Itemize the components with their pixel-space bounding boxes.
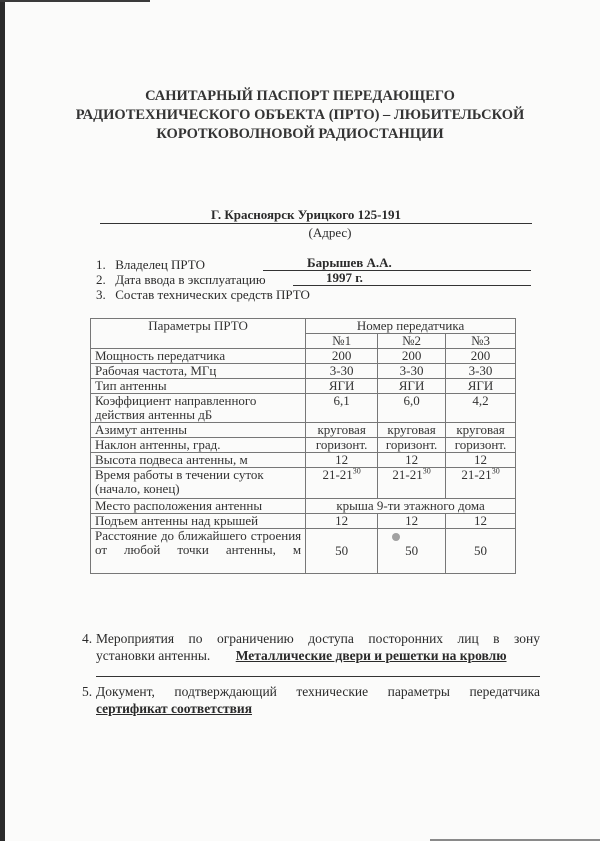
header-col-1: №1 <box>306 334 378 349</box>
scan-edge <box>0 0 150 2</box>
table-row: Наклон антенны, град. горизонт. горизонт. горизонт. <box>91 438 516 453</box>
header-col-2: №2 <box>378 334 446 349</box>
owner-label: Владелец ПРТО <box>115 257 205 272</box>
table-header-row <box>91 319 516 334</box>
item-document: 5. Документ, подтверждающий технические параметры передатчика сертификат соответствия <box>82 684 540 716</box>
merged-location-cell: крыша 9-ти этажного дома <box>306 499 516 514</box>
table-row: Место расположения антенны крыша 9-ти этажного дома <box>91 499 516 514</box>
item-equipment: 3. Состав технических средств ПРТО <box>96 287 310 302</box>
header-col-3: №3 <box>446 334 516 349</box>
item-commission-date: 2. Дата ввода в эксплуатацию <box>96 272 266 287</box>
title-line: РАДИОТЕХНИЧЕСКОГО ОБЪЕКТА (ПРТО) – ЛЮБИТЕЛЬСКОЙ <box>75 107 525 123</box>
blank-line <box>96 676 540 677</box>
table-row: Азимут антенны круговая круговая круговая <box>91 423 516 438</box>
address-field <box>100 207 532 224</box>
address-value: Г. Красноярск Урицкого 125-191 <box>211 207 401 222</box>
table-row: Высота подвеса антенны, м 12 12 12 <box>91 453 516 468</box>
title-line: КОРОТКОВОЛНОВОЙ РАДИОСТАНЦИИ <box>156 126 444 142</box>
table-row: Коэффициент направленного действия антенны дБ 6,1 6,0 4,2 <box>91 394 516 423</box>
table-row: Расстояние до ближайшего строения от любой точки антенны, м 50 50 50 <box>91 529 516 574</box>
header-transmitter-number: Номер передатчика <box>306 319 516 334</box>
commission-date-value: 1997 г. <box>326 270 363 285</box>
document-value: сертификат соответствия <box>96 701 253 716</box>
owner-field <box>263 256 531 271</box>
owner-value: Барышев А.А. <box>307 255 392 270</box>
item-access-measures: 4. Мероприятия по ограничению доступа посторонних лиц в зону установки антенны. Металлические двери и решетки на кровлю <box>82 631 540 663</box>
document-title <box>0 87 600 144</box>
table-row: Тип антенны ЯГИ ЯГИ ЯГИ <box>91 379 516 394</box>
table-row: Рабочая частота, МГц 3-30 3-30 3-30 <box>91 364 516 379</box>
address-caption: (Адрес) <box>308 225 352 240</box>
commission-date-label: Дата ввода в эксплуатацию <box>115 272 266 287</box>
equipment-label: Состав технических средств ПРТО <box>115 287 310 302</box>
item-owner: 1. Владелец ПРТО <box>96 257 205 272</box>
table-row: Мощность передатчика 200 200 200 <box>91 349 516 364</box>
table-row: Время работы в течении суток (начало, конец) $21-21^{30}$ $21-21^{30}$ $21-21^{30}$ <box>91 468 516 499</box>
access-measures-value: Металлические двери и решетки на кровлю <box>235 648 507 663</box>
header-parameters: Параметры ПРТО <box>91 319 306 349</box>
title-line: САНИТАРНЫЙ ПАСПОРТ ПЕРЕДАЮЩЕГО <box>145 88 455 104</box>
table-row: Подъем антенны над крышей 12 12 12 <box>91 514 516 529</box>
scan-smudge <box>392 533 400 541</box>
parameters-table <box>90 318 516 574</box>
commission-date-field <box>293 271 531 286</box>
